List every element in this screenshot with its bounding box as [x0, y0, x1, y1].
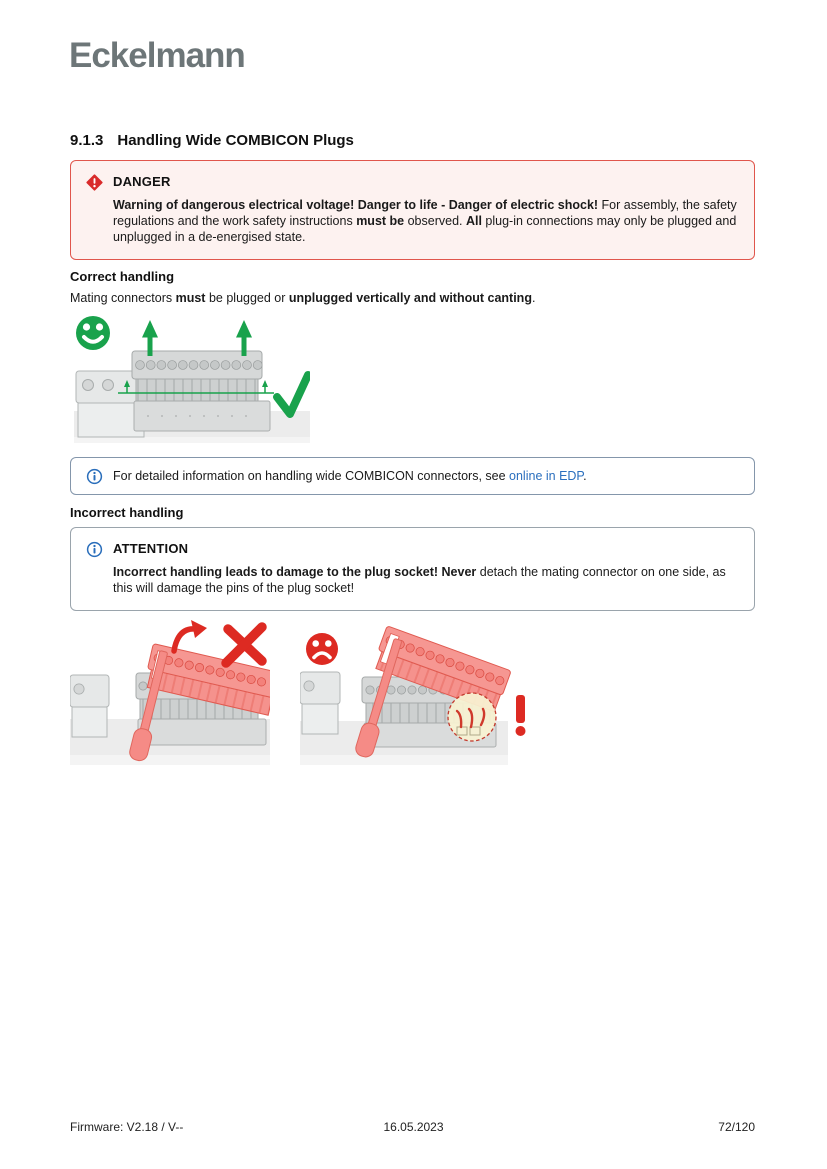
section-title: Handling Wide COMBICON Plugs: [117, 132, 354, 149]
danger-title: DANGER: [113, 174, 171, 189]
info-text-after: .: [583, 469, 587, 483]
incorrect-handling-heading: Incorrect handling: [70, 505, 184, 520]
attention-icon: [86, 541, 103, 558]
checkmark-icon: [277, 375, 308, 414]
danger-icon: [86, 174, 103, 191]
info-text: [113, 469, 587, 483]
section-number: 9.1.3: [70, 132, 104, 149]
edp-link[interactable]: online in EDP: [509, 469, 584, 483]
magnifier-icon: [448, 693, 496, 741]
danger-text-2: observed.: [404, 213, 466, 228]
smiley-icon: [76, 316, 110, 350]
wide-combicon-connector: [132, 351, 270, 431]
correct-handling-figure: [74, 315, 310, 443]
danger-bold-2: must be: [356, 213, 405, 228]
correct-handling-sentence: [70, 291, 535, 305]
incorrect-handling-figure-2: [300, 617, 535, 765]
info-text-lead: For detailed information on handling wide COMBICON connectors, see: [113, 469, 510, 483]
danger-bold-lead: Warning of dangerous electrical voltage! Danger to life - Danger of electric shock!: [113, 198, 599, 212]
attention-text: [113, 565, 739, 597]
company-logo: Eckelmann: [69, 36, 245, 75]
danger-text-1: For assembly, the safety regulations and the work safety instructions: [113, 198, 737, 228]
attention-title: ATTENTION: [113, 541, 189, 556]
attention-text-1: detach the mating connector on one side, as this will damage the pins of the plug socket!: [113, 565, 726, 595]
section-heading: [70, 132, 354, 149]
danger-bold-3: All: [465, 213, 482, 228]
attention-box: [70, 527, 755, 611]
curved-arrow-icon: [174, 620, 207, 651]
danger-box: [70, 160, 755, 260]
cross-icon: [226, 627, 262, 663]
ch-text-2: be plugged or: [205, 291, 289, 305]
ch-text-3: .: [531, 291, 536, 305]
attention-bold-lead: Incorrect handling leads to damage to the plug socket! Never: [113, 565, 477, 579]
danger-text-3: plug-in connections may only be plugged and unplugged in a de-energised state.: [113, 213, 737, 244]
small-connector: [70, 675, 109, 737]
footer-date: 16.05.2023: [383, 1120, 444, 1134]
info-icon: [86, 468, 103, 485]
sad-face-icon: [306, 633, 338, 665]
footer-firmware: Firmware: V2.18 / V--: [70, 1120, 184, 1134]
footer-page-number: 72/120: [718, 1120, 755, 1134]
info-box: [70, 457, 755, 495]
exclamation-icon: [516, 695, 526, 736]
ch-bold-2: unplugged vertically and without canting: [288, 291, 532, 305]
danger-text: [113, 198, 739, 245]
small-connector: [300, 672, 340, 734]
ch-bold-1: must: [175, 291, 206, 305]
incorrect-handling-figure-1: [70, 617, 270, 765]
correct-handling-heading: Correct handling: [70, 269, 175, 284]
ch-text-1: Mating connectors: [70, 291, 176, 305]
